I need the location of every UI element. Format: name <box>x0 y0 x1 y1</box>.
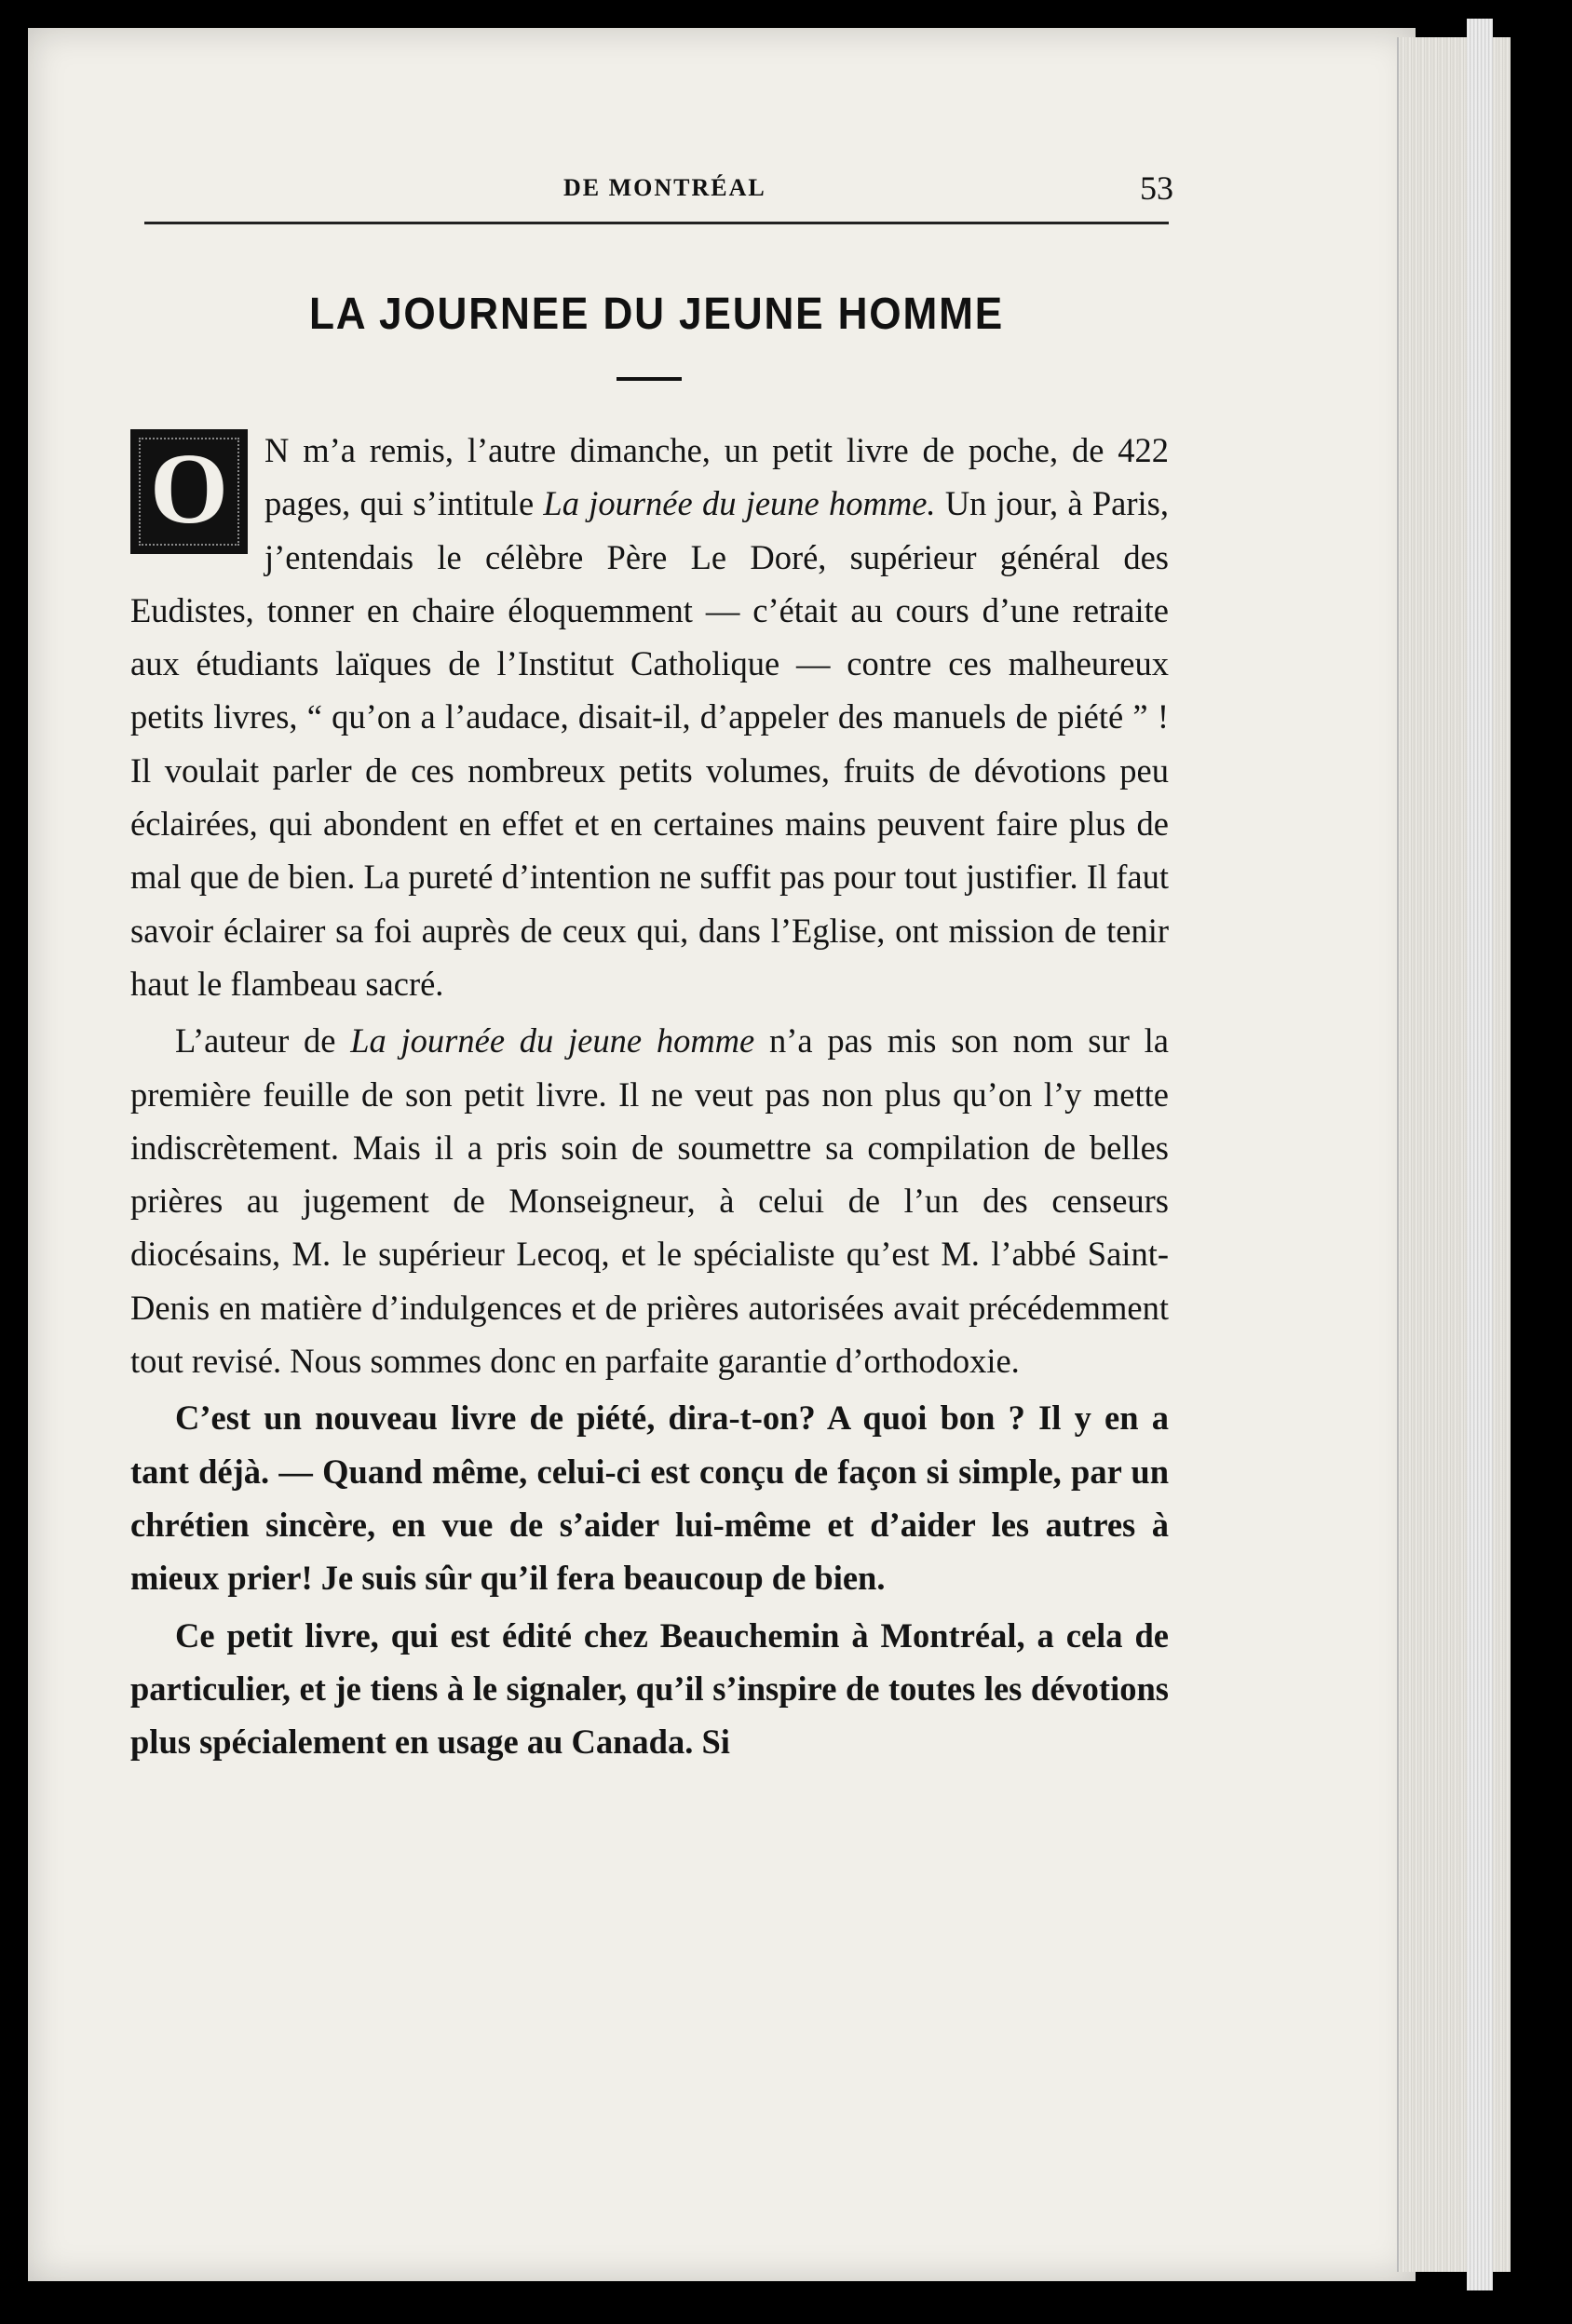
paragraph-1-text-b: Un jour, à Paris, j’entendais le célèbre Père Le Doré, supérieur général des Eudistes, tonner en chaire éloquemment — c’était au cours d’une retraite aux étudiants laïques de l’Institut Catholique — contre ces malheureux petits livres, “ qu’on a l’audace, disait-il, d’appeler des manuels de piété ” ! Il voulait parler de ces nombreux petits volumes, fruits de dévotions peu éclairées, qui abondent en effet et en certaines mains peuvent faire plus de mal que de bien. La pureté d’intention ne suffit pas pour tout justifier. Il faut savoir éclairer sa foi auprès de ceux qui, dans l’Eglise, ont mission de tenir haut le flambeau sacré. <box>130 484 1169 1003</box>
paragraph-1 <box>130 424 1169 1010</box>
body-text <box>130 424 1169 1768</box>
title-dash <box>617 377 682 381</box>
page-edges <box>1397 37 1511 2272</box>
paragraph-3: C’est un nouveau livre de piété, dira-t-on? A quoi bon ? Il y en a tant déjà. — Quand même, celui-ci est conçu de façon si simple, par un chrétien sincère, en vue de s’aider lui-même et d’aider les autres à mieux prier! Je suis sûr qu’il fera beaucoup de bien. <box>130 1398 1169 1598</box>
chapter-title: LA JOURNEE DU JEUNE HOMME <box>308 290 1005 339</box>
paragraph-2-text-b: n’a pas mis son nom sur la première feuille de son petit livre. Il ne veut pas non plus qu’on l’y mette indiscrètement. Mais il a pris soin de soumettre sa compilation de belles prières au jugement de Monseigneur, à celui de l’un des censeurs diocésains, M. le supérieur Lecoq, et le spécialiste qu’est M. l’abbé Saint-Denis en matière d’indulgences et de prières autorisées avait précédemment tout revisé. Nous sommes donc en parfaite garantie d’orthodoxie. <box>130 1021 1170 1381</box>
dropcap-letter: O <box>149 434 228 545</box>
paragraph-1-text-a: N m’a remis, l’autre dimanche, un petit livre de poche, de 422 pages, qui s’intitule <box>264 431 1169 523</box>
page-number: 53 <box>1140 169 1173 207</box>
paragraph-2-text-a: L’auteur de <box>175 1021 351 1061</box>
running-title: DE MONTRÉAL <box>563 174 766 201</box>
paragraph-4: Ce petit livre, qui est édité chez Beauchemin à Montréal, a cela de particulier, et je tiens à le signaler, qu’il s’inspire de toutes les dévotions plus spécialement en usage au Canada. Si <box>130 1615 1169 1762</box>
page-edge-strip <box>1467 19 1493 2290</box>
paragraph-2-book-title: La journée du jeune homme <box>350 1021 755 1061</box>
paragraph-1-book-title: La journée du jeune homme. <box>543 484 936 523</box>
running-header <box>144 163 1173 209</box>
header-rule <box>144 222 1169 224</box>
ornamental-dropcap <box>130 429 248 554</box>
paragraph-2 <box>130 1014 1169 1387</box>
